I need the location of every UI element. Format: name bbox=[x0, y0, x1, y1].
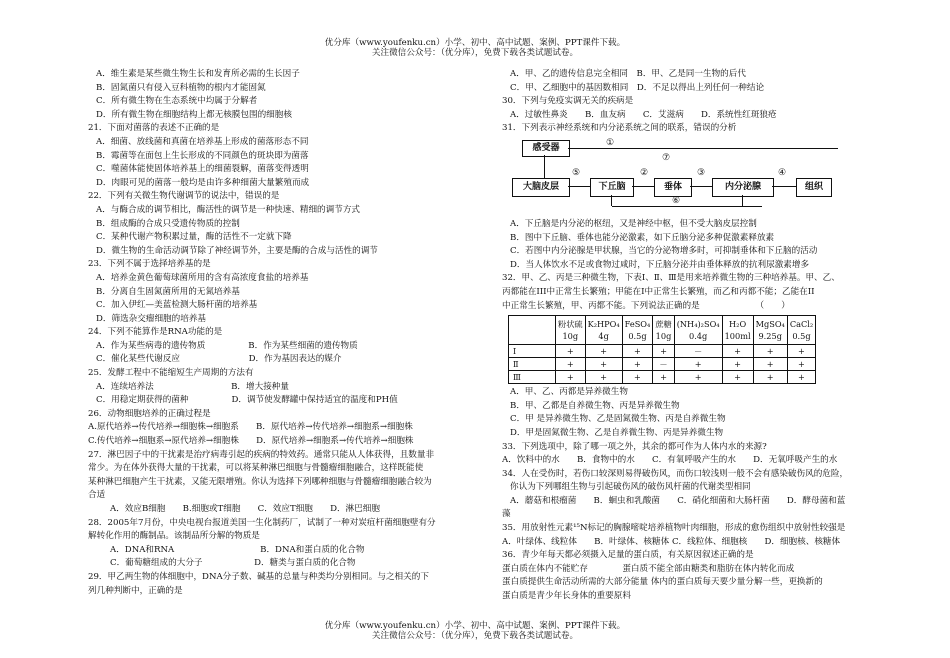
mark-7: ⑦ bbox=[662, 152, 671, 163]
question-21: 21．下面对菌落的表述不正确的是 bbox=[88, 123, 220, 134]
mark-4: ④ bbox=[778, 167, 787, 178]
question-33: 33．下列选项中，除了哪一项之外，其余的都可作为人体内水的来源? bbox=[502, 441, 767, 452]
option-line: D．筛选杂交瘤细胞的培养基 bbox=[96, 313, 207, 324]
right-column bbox=[502, 68, 912, 604]
question-32: 32．甲、乙、丙是三种微生物，下表Ⅰ、Ⅱ、Ⅲ是用来培养微生物的三种培养基。甲、乙、 bbox=[502, 273, 840, 284]
table-header-cell: K₂HPO₄ 4g bbox=[585, 316, 622, 345]
option-line: C．用稳定期获得的菌种 D．调节使发酵罐中保持适宜的温度和PH值 bbox=[96, 395, 398, 406]
table-row bbox=[509, 371, 816, 384]
option-line: A．细菌、放线菌和真菌在培养基上形成的菌落形态不同 bbox=[96, 136, 309, 147]
page-footer bbox=[0, 621, 950, 642]
question-35: 35．用放射性元素¹⁵N标记的胸腺嘧啶培养植物叶肉细胞，形成的愈伤组织中放射性较强是 bbox=[502, 523, 846, 534]
option-line: B．甲、乙都是自养微生物、丙是异养微生物 bbox=[510, 400, 680, 411]
option-line: A．效应B细胞 B.细胞或T细胞 C．效应T细胞 D．淋巴细胞 bbox=[110, 504, 380, 514]
option-line: A．连续培养法 B．增大接种量 bbox=[96, 381, 289, 392]
table-cell: + bbox=[753, 358, 787, 371]
question-text: 解转化作用的酶制品。该制品所分解的物质是 bbox=[88, 531, 260, 542]
table-cell: + bbox=[753, 371, 787, 384]
header-line-2: 关注微信公众号：（优分库），免费下载各类试题试卷。 bbox=[371, 48, 579, 59]
table-cell: + bbox=[622, 345, 653, 358]
question-29: 29．甲乙两生物的体细胞中，DNA分子数、碱基的总量与种类均分别相同。与之相关的下 bbox=[88, 571, 429, 582]
option-line: A．DNA和RNA B．DNA和蛋白质的化合物 bbox=[110, 544, 365, 555]
option-line: A．饮料中的水 B．食物中的水 C．有氧呼吸产生的水 D．无氧呼吸产生的水 bbox=[502, 455, 838, 466]
medium-table bbox=[508, 315, 816, 384]
table-header-cell: 蔗糖 10g bbox=[653, 316, 674, 345]
cerebral-cortex-box: 大脑皮层 bbox=[512, 178, 570, 197]
table-cell: + bbox=[674, 358, 722, 371]
question-text: 中正常生长繁殖，甲、丙都不能。下列说法正确的是 （ ） bbox=[502, 300, 790, 311]
option-line: D．当人体饮水不足或食物过咸时，下丘脑分泌并由垂体释放的抗利尿激素增多 bbox=[510, 259, 810, 270]
table-header-row bbox=[509, 316, 816, 345]
hypothalamus-box: 下丘脑 bbox=[590, 178, 634, 197]
option-line: B．图中下丘脑、垂体也能分泌激素，如下丘脑分泌多种促激素释放素 bbox=[510, 232, 775, 243]
table-header-cell: 粉状硫 10g bbox=[556, 316, 586, 345]
question-36: 36．青少年每天都必须摄入足量的蛋白质，有关原因叙述正确的是 bbox=[502, 550, 754, 561]
tissue-box: 组织 bbox=[796, 178, 832, 197]
table-cell: － bbox=[653, 358, 674, 371]
table-cell: + bbox=[722, 345, 753, 358]
option-line: A．叶绿体、线粒体 B．叶绿体、核糖体 C．线粒体、细胞核 D．细胞核、核糖体 bbox=[502, 536, 841, 547]
question-23: 23．下列不属于选择培养基的是 bbox=[88, 259, 211, 270]
table-cell: + bbox=[622, 358, 653, 371]
table-cell: + bbox=[787, 358, 815, 371]
mark-2: ② bbox=[640, 167, 649, 178]
question-22: 22．下列有关微生物代谢调节的说法中，错误的是 bbox=[88, 191, 280, 202]
statement-line: 蛋白质提供生命活动所需的大部分能量 体内的蛋白质每天要少量分解一些，更换新的 bbox=[502, 577, 823, 588]
table-cell: + bbox=[585, 371, 622, 384]
page-header bbox=[0, 38, 950, 59]
option-line: C.传代培养→细胞系→原代培养→细胞株 D．原代培养→细胞系→传代培养→细胞株 bbox=[88, 436, 414, 447]
table-cell: + bbox=[653, 345, 674, 358]
table-cell: + bbox=[787, 345, 815, 358]
receptor-box: 感受器 bbox=[522, 140, 570, 157]
option-line: A．蘑菇和根瘤菌 B．蛔虫和乳酸菌 C．硝化细菌和大肠杆菌 D．酵母菌和蓝 bbox=[510, 495, 846, 506]
option-line: B．组成酶的合成只受遗传物质的控制 bbox=[96, 218, 240, 229]
option-line: A．甲、乙、丙都是异养微生物 bbox=[510, 387, 628, 398]
option-line: D．微生物的生命活动调节除了神经调节外，主要是酶的合成与活性的调节 bbox=[96, 245, 378, 256]
table-cell: Ⅱ bbox=[509, 358, 556, 371]
table-cell: Ⅲ bbox=[509, 371, 556, 384]
option-line: A.原代培养→传代培养→细胞株→细胞系 B．原代培养→传代培养→细胞系→细胞株 bbox=[88, 422, 413, 433]
table-header-cell: CaCl₂ 0.5g bbox=[787, 316, 815, 345]
question-text: 某种淋巴细胞产生干扰素，又能无限增殖。你认为选择下列哪种细胞与骨髓瘤细胞融合较为 bbox=[88, 476, 432, 487]
left-column bbox=[88, 68, 488, 598]
table-header-cell: MgSO₄ 9.25g bbox=[753, 316, 787, 345]
feedback-arrow-line bbox=[612, 206, 762, 207]
table-cell: + bbox=[556, 358, 586, 371]
table-cell: + bbox=[722, 358, 753, 371]
feedback-left-vertical bbox=[611, 195, 612, 206]
table-header-cell: (NH₄)₂SO₄ 0.4g bbox=[674, 316, 722, 345]
neuro-endocrine-diagram bbox=[502, 138, 912, 214]
table-cell: + bbox=[653, 371, 674, 384]
arrow-3 bbox=[690, 186, 712, 187]
table-cell: + bbox=[753, 345, 787, 358]
option-line: C．加入伊红—美蓝检测大肠杆菌的培养基 bbox=[96, 300, 258, 311]
option-line: D．肉眼可见的菌落一般均是由许多种细菌大量繁殖而成 bbox=[96, 177, 310, 188]
header-line-1: 优分库（www.youfenku.cn）小学、初中、高中试题、案例、PPT课件下载。 bbox=[324, 38, 626, 48]
table-cell: + bbox=[556, 345, 586, 358]
option-line: A．下丘脑是内分泌的枢纽，又是神经中枢，但不受大脑皮层控制 bbox=[510, 218, 757, 229]
option-line: A．维生素是某些微生物生长和发育所必需的生长因子 bbox=[96, 69, 300, 79]
mark-5: ⑤ bbox=[572, 167, 581, 178]
table-cell: + bbox=[556, 371, 586, 384]
option-line: B．霉菌等在面包上生长形成的不同颜色的斑块即为菌落 bbox=[96, 150, 309, 161]
table-row bbox=[509, 345, 816, 358]
option-line: B．固氮菌只有侵入豆科植物的根内才能固氮 bbox=[96, 82, 266, 93]
footer-line-1: 优分库（www.youfenku.cn）小学、初中、高中试题、案例、PPT课件下载。 bbox=[324, 621, 626, 631]
table-row bbox=[509, 358, 816, 371]
arrow-4 bbox=[772, 186, 796, 187]
option-line: D．甲是固氮微生物、乙是自养微生物、丙是异养微生物 bbox=[510, 427, 724, 438]
question-30: 30．下列与免疫实调无关的疾病是 bbox=[502, 96, 634, 107]
table-header-cell: FeSO₄ 0.5g bbox=[622, 316, 653, 345]
option-line: A．过敏性鼻炎 B．血友病 C．艾滋病 D．系统性红斑狼疮 bbox=[510, 109, 777, 120]
table-cell: + bbox=[585, 345, 622, 358]
option-line: A．培养金黄色葡萄球菌所用的含有高浓度食盐的培养基 bbox=[96, 272, 309, 283]
question-34: 34．人在受伤时，若伤口较深则易得破伤风，而伤口较浅则一般不会有感染破伤风的危险， bbox=[502, 468, 849, 479]
arrow-1 bbox=[568, 186, 590, 187]
question-text: 常少。为在体外获得大量的干扰素，可以将某种淋巴细胞与骨髓瘤细胞融合，这样既能使 bbox=[88, 463, 424, 474]
question-24: 24．下列不能算作是RNA功能的是 bbox=[88, 327, 223, 338]
option-line: A．作为某些病毒的遗传物质 B．作为某些细菌的遗传物质 bbox=[96, 340, 358, 351]
question-31: 31．下列表示神经系统和内分泌系统之间的联系，错误的分析 bbox=[502, 123, 737, 134]
table-cell: + bbox=[622, 371, 653, 384]
mark-1: ① bbox=[606, 137, 615, 148]
receptor-down-line bbox=[544, 155, 545, 178]
option-line: C．甲、乙细胞中的基因数相同 D．不足以得出上列任何一种结论 bbox=[510, 82, 765, 93]
question-27: 27．淋巴因子中的干扰素是治疗病毒引起的疾病的特效药。通常只能从人体获得，且数量非 bbox=[88, 449, 435, 460]
option-line: B．分离自生固氮菌所用的无氮培养基 bbox=[96, 286, 240, 297]
option-line: C．某种代谢产物积累过量，酶的活性不一定就下降 bbox=[96, 232, 292, 243]
option-line: C．噬菌体能使固体培养基上的细菌裂解，菌落变得透明 bbox=[96, 164, 309, 175]
table-cell: + bbox=[674, 371, 722, 384]
table-header-cell: H₂O 100ml bbox=[722, 316, 753, 345]
table-cell: － bbox=[674, 345, 722, 358]
option-line: C．甲 是异养微生物、乙是固氮微生物、丙是自养微生物 bbox=[510, 414, 726, 425]
option-line: A．与酶合成的调节相比，酶活性的调节是一种快速、精细的调节方式 bbox=[96, 204, 361, 215]
footer-line-2: 关注微信公众号：（优分库），免费下载各类试题试卷。 bbox=[371, 631, 579, 642]
table-corner bbox=[509, 316, 556, 345]
table-cell: + bbox=[787, 371, 815, 384]
statement-line: 蛋白质在体内不能贮存 蛋白质不能全部由糖类和脂肪在体内转化而成 bbox=[502, 563, 795, 574]
option-line: 藻 bbox=[502, 509, 511, 520]
option-line: C．所有微生物在生态系统中均属于分解者 bbox=[96, 96, 258, 107]
table-cell: Ⅰ bbox=[509, 345, 556, 358]
question-text: 丙都能在III中正常生长繁殖；甲能在Ⅰ中正常生长繁殖，而乙和丙都不能；乙能在II bbox=[502, 286, 815, 297]
option-line: A．甲、乙的遗传信息完全相同 B．甲、乙是同一生物的后代 bbox=[510, 69, 746, 79]
question-text: 列几种判断中，正确的是 bbox=[88, 585, 183, 596]
statement-line: 蛋白质是青少年长身体的重要原料 bbox=[502, 591, 631, 602]
feedback-right-vertical bbox=[742, 195, 743, 206]
arrow-2 bbox=[632, 186, 654, 187]
table-cell: + bbox=[722, 371, 753, 384]
question-26: 26．动物细胞培养的正确过程是 bbox=[88, 408, 211, 419]
table-cell: + bbox=[585, 358, 622, 371]
endocrine-gland-box: 内分泌腺 bbox=[712, 178, 774, 197]
mark-6: ⑥ bbox=[672, 195, 681, 206]
option-line: C．若图中内分泌腺是甲状腺，当它的分泌物增多时，可抑制垂体和下丘脑的活动 bbox=[510, 246, 818, 257]
question-text: 合适 bbox=[88, 490, 106, 501]
mark-3: ③ bbox=[697, 167, 706, 178]
question-text: 你认为下列哪组生物与引起破伤风的破伤风杆菌的代谢类型相同 bbox=[510, 482, 751, 493]
question-25: 25．发酵工程中不能缩短生产周期的方法有 bbox=[88, 368, 254, 379]
option-line: C．葡萄糖组成的大分子 D．糖类与蛋白质的化合物 bbox=[110, 558, 356, 569]
question-28: 28．2005年7月份，中央电视台报道美国一生化制药厂，试制了一种对炭疽杆菌细胞壁有分 bbox=[88, 517, 436, 528]
pituitary-box: 垂体 bbox=[654, 178, 692, 197]
option-line: D．所有微生物在细胞结构上都无核膜包围的细胞核 bbox=[96, 109, 292, 120]
option-line: C．催化某些代谢反应 D．作为基因表达的媒介 bbox=[96, 354, 342, 365]
